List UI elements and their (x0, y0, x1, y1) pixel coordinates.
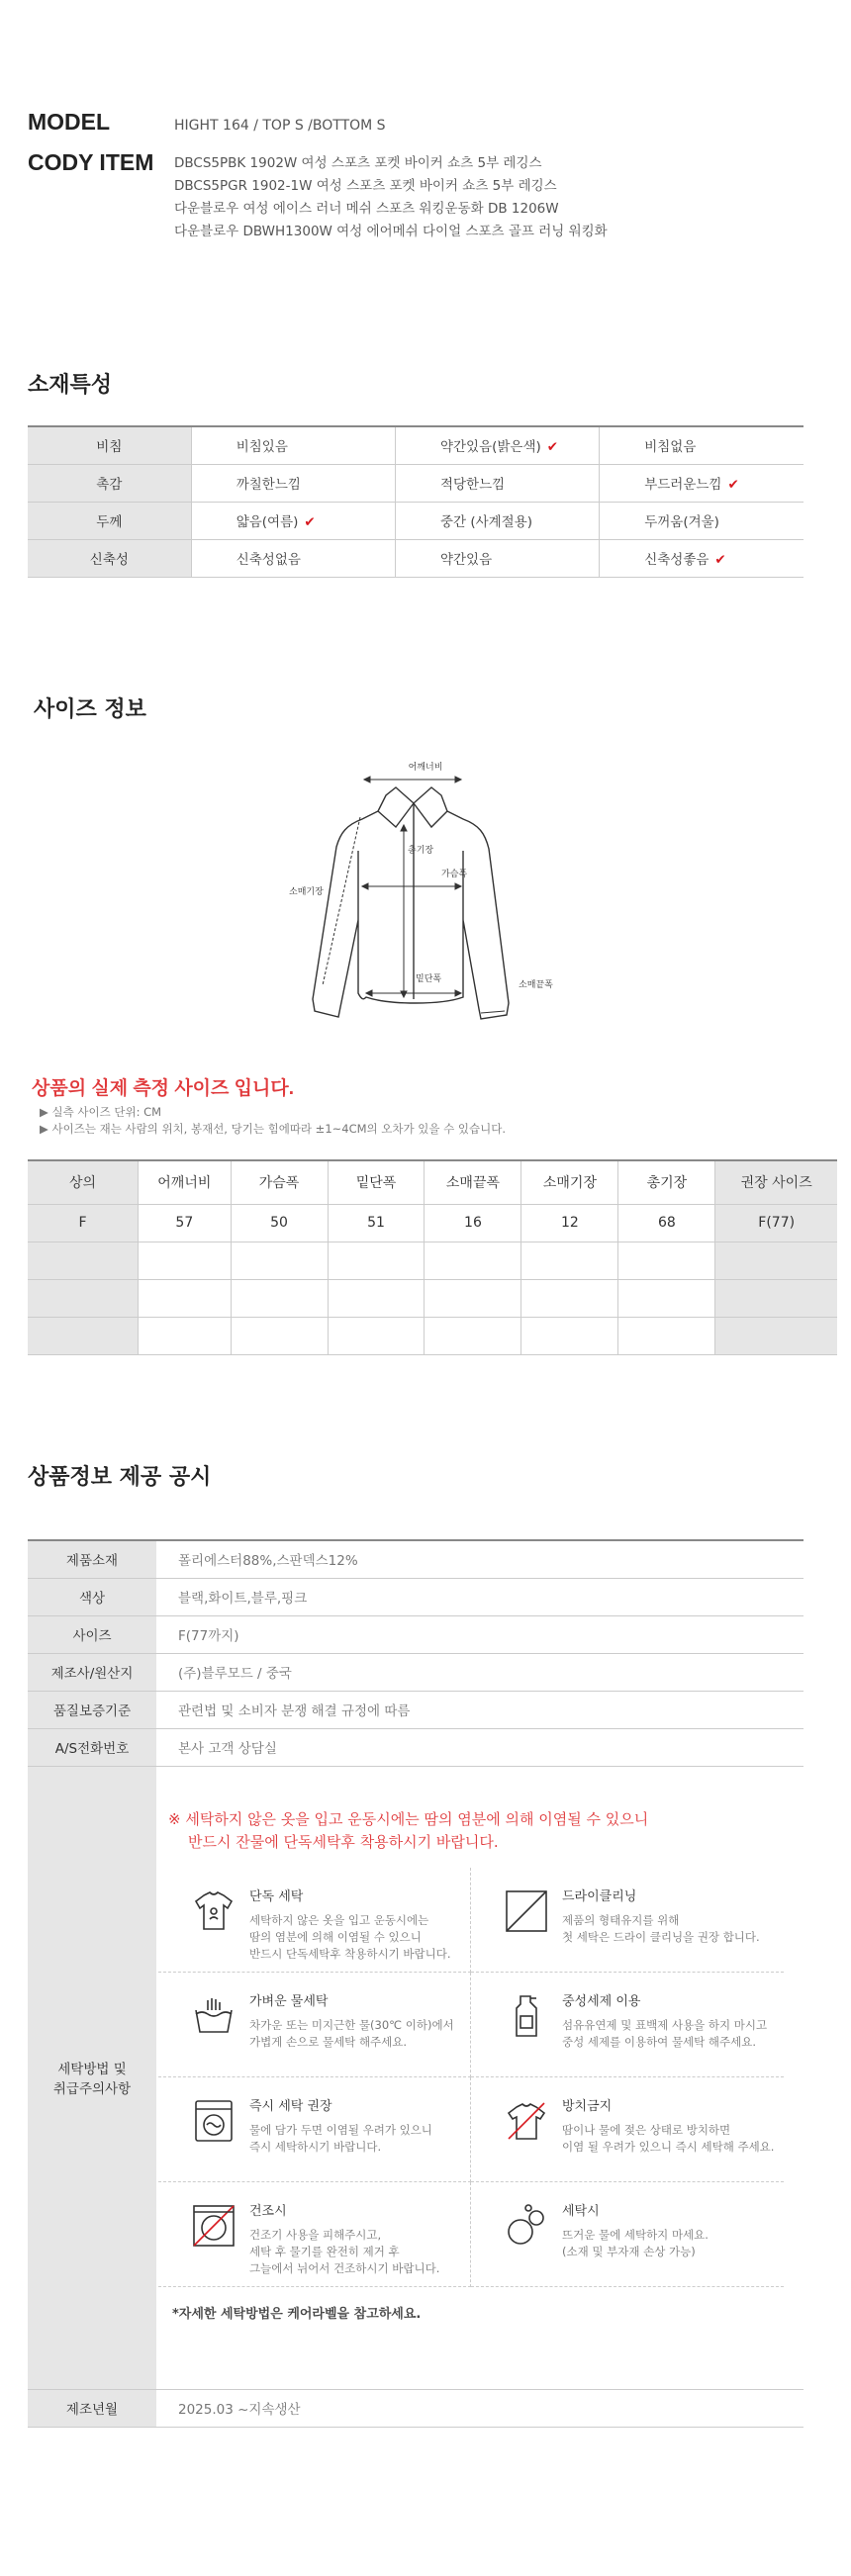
check-icon: ✔ (304, 514, 316, 530)
no-leave-icon (503, 2097, 550, 2145)
product-info-table (28, 1539, 804, 2428)
care-item-line: 건조기 사용을 피해주시고, (249, 2227, 382, 2242)
info-label: 제조년월 (28, 2389, 156, 2427)
care-text (562, 1886, 760, 1958)
info-row (28, 1653, 804, 1691)
size-row (28, 1279, 837, 1317)
size-info-title: 사이즈 정보 (34, 697, 146, 722)
size-cell (328, 1242, 425, 1279)
measure-notice (32, 1073, 506, 1138)
material-row-label: 신축성 (28, 539, 191, 577)
label-chest: 가슴폭 (441, 870, 468, 879)
care-text (562, 2095, 774, 2167)
size-cell (328, 1279, 425, 1317)
size-cell (425, 1242, 521, 1279)
cody-item[interactable]: 다운블로우 여성 에이스 러너 메쉬 스포츠 워킹운동화 DB 1206W (174, 201, 559, 217)
cody-item[interactable]: DBCS5PBK 1902W 여성 스포츠 포켓 바이커 쇼츠 5부 레깅스 (174, 155, 542, 171)
info-value: 폴리에스터88%,스판덱스12% (156, 1540, 804, 1578)
material-option-label: 약간있음(밝은색) (439, 439, 541, 456)
care-item (158, 1973, 471, 2077)
info-label: 제품소재 (28, 1540, 156, 1578)
size-cell (521, 1317, 618, 1354)
care-item-line: 섬유유연제 및 표백제 사용을 하지 마시고 (562, 2017, 768, 2032)
material-option-label: 신축성좋음 (644, 552, 709, 568)
size-row (28, 1242, 837, 1279)
care-item-line: 즉시 세탁하시기 바랍니다. (249, 2139, 382, 2154)
diagram-labels (289, 761, 553, 990)
cody-label: CODY ITEM (28, 149, 154, 175)
material-row (28, 464, 804, 502)
care-item-title: 건조시 (249, 2203, 287, 2219)
material-row-label: 두께 (28, 502, 191, 539)
dry-clean-icon (503, 1887, 550, 1935)
measure-notice-title: 상품의 실제 측정 사이즈 입니다. (32, 1078, 294, 1099)
material-option-label: 중간 (사계절용) (439, 514, 533, 530)
material-row (28, 539, 804, 577)
care-item-line: 뜨거운 물에 세탁하지 마세요. (562, 2227, 709, 2242)
care-row (28, 1766, 804, 2389)
care-text (249, 2200, 440, 2275)
size-cell (328, 1317, 425, 1354)
single-wash-icon (190, 1887, 237, 1935)
info-row-manufacture (28, 2389, 804, 2427)
care-label-cell (28, 1766, 156, 2389)
model-label: MODEL (28, 109, 111, 135)
wash-bubbles-icon (503, 2202, 550, 2250)
care-item-title: 가벼운 물세탁 (249, 1993, 329, 2009)
care-item-line: 가볍게 손으로 물세탁 해주세요. (249, 2034, 408, 2049)
label-cuff: 소매끝폭 (519, 980, 553, 990)
size-cell (715, 1279, 837, 1317)
material-option (600, 539, 804, 577)
care-text (249, 2095, 432, 2167)
info-label: 제조사/원산지 (28, 1653, 156, 1691)
care-item (158, 2077, 471, 2182)
size-cell (618, 1279, 715, 1317)
cody-list (174, 149, 608, 243)
size-cell: 57 (139, 1204, 231, 1242)
product-info-title: 상품정보 제공 공시 (28, 1465, 212, 1490)
material-option-label: 비침없음 (644, 439, 697, 456)
info-label: A/S전화번호 (28, 1728, 156, 1766)
care-item-line: 이염 될 우려가 있으니 즉시 세탁해 주세요. (562, 2139, 775, 2154)
size-cell (28, 1317, 139, 1354)
model-section (28, 109, 819, 243)
material-option (395, 464, 599, 502)
material-row-label: 비침 (28, 426, 191, 464)
care-item (471, 2077, 784, 2182)
care-warning-line: ※ 세탁하지 않은 옷을 입고 운동시에는 땀의 염분에 의해 이염될 수 있으니 (168, 1809, 649, 1828)
size-row (28, 1204, 837, 1242)
material-title: 소재특성 (28, 373, 113, 398)
size-header: 밑단폭 (328, 1160, 425, 1204)
size-cell: F (28, 1204, 139, 1242)
info-value: 관련법 및 소비자 분쟁 해결 규정에 따름 (156, 1691, 804, 1728)
label-total-length: 총기장 (408, 846, 434, 856)
size-cell (231, 1279, 328, 1317)
size-cell (28, 1279, 139, 1317)
material-option (600, 426, 804, 464)
size-cell: 50 (231, 1204, 328, 1242)
garment-diagram (267, 752, 584, 1029)
care-item-line: 세탁하지 않은 옷을 입고 운동시에는 (249, 1912, 429, 1927)
material-option-label: 부드러운느낌 (644, 477, 722, 493)
info-value: 본사 고객 상담실 (156, 1728, 804, 1766)
material-option (395, 502, 599, 539)
size-header: 어깨너비 (139, 1160, 231, 1204)
size-header: 가슴폭 (231, 1160, 328, 1204)
size-cell (28, 1242, 139, 1279)
care-item (471, 1868, 784, 1973)
info-value: 블랙,화이트,블루,핑크 (156, 1578, 804, 1615)
cody-item[interactable]: DBCS5PGR 1902-1W 여성 스포츠 포켓 바이커 쇼츠 5부 레깅스 (174, 178, 557, 194)
size-cell (618, 1242, 715, 1279)
label-shoulder: 어깨너비 (408, 763, 443, 773)
detergent-icon (503, 1992, 550, 2040)
care-footer: *자세한 세탁방법은 케어라벨을 참고하세요. (172, 2306, 422, 2322)
info-label: 품질보증기준 (28, 1691, 156, 1728)
model-value: HIGHT 164 / TOP S /BOTTOM S (174, 118, 386, 134)
care-label-line: 세탁방법 및 (57, 2062, 127, 2077)
size-cell (231, 1242, 328, 1279)
size-cell: F(77) (715, 1204, 837, 1242)
size-header: 소매끝폭 (425, 1160, 521, 1204)
care-item-line: 땀이나 물에 젖은 상태로 방치하면 (562, 2122, 731, 2137)
care-label-line: 취급주의사항 (52, 2081, 132, 2097)
care-warning (168, 1808, 804, 1854)
material-option-label: 비침있음 (236, 439, 288, 456)
info-row (28, 1691, 804, 1728)
material-option-label: 얇음(여름) (236, 514, 299, 530)
size-cell: 16 (425, 1204, 521, 1242)
material-option-label: 까칠한느낌 (236, 477, 301, 493)
measure-notice-line: ▶ 실측 사이즈 단위: CM (40, 1105, 162, 1119)
size-cell (231, 1317, 328, 1354)
size-row (28, 1317, 837, 1354)
material-option (191, 464, 395, 502)
care-item-line: (소재 및 부자재 손상 가능) (562, 2244, 696, 2258)
check-icon: ✔ (714, 552, 726, 568)
size-cell (139, 1317, 231, 1354)
size-cell: 68 (618, 1204, 715, 1242)
care-item-line: 그늘에서 뉘어서 건조하시기 바랍니다. (249, 2260, 440, 2275)
care-item-title: 즉시 세탁 권장 (249, 2098, 332, 2114)
material-option-label: 적당한느낌 (439, 477, 506, 493)
material-option (191, 426, 395, 464)
size-cell (618, 1317, 715, 1354)
info-value: 2025.03 ~지속생산 (156, 2389, 804, 2427)
label-hem: 밑단폭 (416, 974, 442, 984)
care-item-line: 반드시 단독세탁후 착용하시기 바랍니다. (249, 1946, 451, 1961)
care-item (471, 1973, 784, 2077)
info-value: (주)블루모드 / 중국 (156, 1653, 804, 1691)
care-item-title: 세탁시 (562, 2203, 600, 2219)
size-table (28, 1159, 837, 1355)
care-item-line: 세탁 후 물기를 완전히 제거 후 (249, 2244, 400, 2258)
care-item-title: 방치금지 (562, 2098, 613, 2114)
care-item-line: 땀의 염분에 의해 이염될 수 있으니 (249, 1929, 422, 1944)
size-cell: 51 (328, 1204, 425, 1242)
info-value: F(77까지) (156, 1615, 804, 1653)
care-item (158, 2182, 471, 2287)
size-cell (521, 1242, 618, 1279)
size-cell (715, 1317, 837, 1354)
hand-wash-icon (190, 1992, 237, 2040)
label-sleeve-length: 소매기장 (289, 887, 324, 897)
material-option (191, 539, 395, 577)
care-item-line: 중성 세제를 이용하여 물세탁 해주세요. (562, 2034, 757, 2049)
size-header: 소매기장 (521, 1160, 618, 1204)
care-text (562, 2200, 709, 2272)
material-option (395, 426, 599, 464)
check-icon: ✔ (546, 439, 559, 456)
info-label: 색상 (28, 1578, 156, 1615)
info-label: 사이즈 (28, 1615, 156, 1653)
material-option (191, 502, 395, 539)
care-item-line: 물에 담가 두면 이염될 우려가 있으니 (249, 2122, 432, 2137)
care-warning-line: 반드시 잔물에 단독세탁후 착용하시기 바랍니다. (188, 1832, 499, 1851)
info-row (28, 1540, 804, 1578)
material-option (600, 464, 804, 502)
care-item-line: 첫 세탁은 드라이 클리닝을 권장 합니다. (562, 1929, 760, 1944)
size-cell (425, 1279, 521, 1317)
care-item-title: 중성세제 이용 (562, 1993, 641, 2009)
material-row (28, 426, 804, 464)
size-cell (521, 1279, 618, 1317)
measure-notice-line: ▶ 사이즈는 재는 사람의 위치, 봉재선, 당기는 힘에따라 ±1~4CM의 오차가 있을 수 있습니다. (40, 1122, 507, 1136)
info-row (28, 1578, 804, 1615)
check-icon: ✔ (727, 477, 739, 493)
care-content (156, 1766, 804, 2389)
care-item-line: 차가운 또는 미지근한 물(30℃ 이하)에서 (249, 2017, 454, 2032)
info-row (28, 1615, 804, 1653)
size-cell: 12 (521, 1204, 618, 1242)
care-item-line: 제품의 형태유지를 위해 (562, 1912, 680, 1927)
size-cell (139, 1242, 231, 1279)
care-grid (158, 1868, 804, 2287)
model-row (28, 109, 819, 136)
material-table (28, 425, 804, 578)
material-option-label: 신축성없음 (236, 552, 301, 568)
size-header: 상의 (28, 1160, 139, 1204)
size-cell (715, 1242, 837, 1279)
cody-row (28, 149, 819, 243)
care-text (249, 1886, 451, 1961)
care-item-title: 드라이클리닝 (562, 1888, 637, 1904)
material-option (395, 539, 599, 577)
size-cell (139, 1279, 231, 1317)
material-option-label: 약간있음 (439, 552, 493, 568)
material-option (600, 502, 804, 539)
care-item-title: 단독 세탁 (249, 1888, 304, 1904)
size-header: 권장 사이즈 (715, 1160, 837, 1204)
material-row-label: 촉감 (28, 464, 191, 502)
cody-item[interactable]: 다운블로우 DBWH1300W 여성 에어메쉬 다이얼 스포츠 골프 러닝 워킹화 (174, 224, 608, 239)
care-text (562, 1990, 767, 2063)
size-header: 총기장 (618, 1160, 715, 1204)
material-option-label: 두꺼움(겨울) (644, 514, 719, 530)
care-item (471, 2182, 784, 2287)
no-dryer-icon (190, 2202, 237, 2250)
care-text (249, 1990, 454, 2063)
info-row (28, 1728, 804, 1766)
shirt-outline (313, 787, 509, 1019)
material-row (28, 502, 804, 539)
size-cell (425, 1317, 521, 1354)
care-item (158, 1868, 471, 1973)
washing-machine-icon (190, 2097, 237, 2145)
